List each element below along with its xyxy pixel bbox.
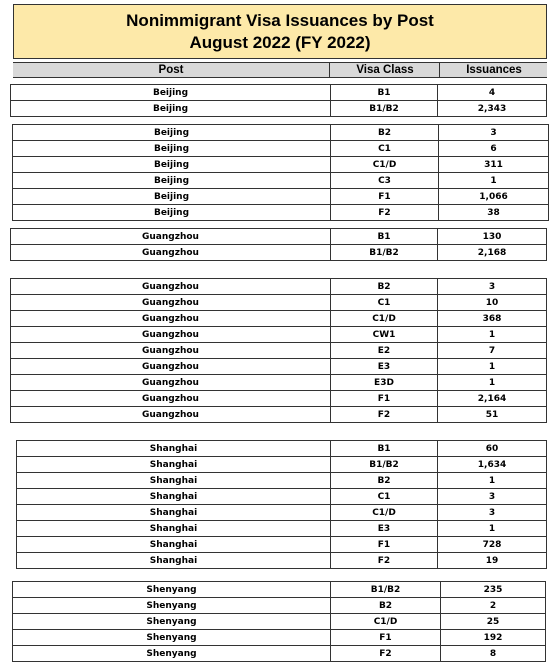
table-row: [12, 125, 549, 140]
visa-class-cell: E2: [330, 343, 437, 358]
row-group: [10, 278, 547, 423]
post-cell: Beijing: [12, 205, 330, 220]
issuances-cell: 1,634: [437, 457, 547, 472]
issuances-cell: 1: [437, 375, 547, 390]
table-row: [10, 342, 547, 358]
post-cell: Guangzhou: [10, 311, 330, 326]
visa-class-cell: F2: [330, 553, 437, 568]
issuances-cell: 60: [437, 441, 547, 456]
post-cell: Shanghai: [16, 441, 330, 456]
visa-class-cell: B2: [330, 598, 440, 613]
post-cell: Beijing: [12, 157, 330, 172]
table-row: [10, 358, 547, 374]
post-cell: Shenyang: [12, 646, 330, 661]
table-row: [16, 536, 547, 552]
table-row: [10, 294, 547, 310]
table-row: [10, 310, 547, 326]
post-cell: Guangzhou: [10, 391, 330, 406]
post-cell: Guangzhou: [10, 327, 330, 342]
issuances-cell: 2: [440, 598, 546, 613]
visa-class-cell: F2: [330, 646, 440, 661]
table-row: [16, 488, 547, 504]
table-row: [10, 100, 547, 116]
visa-class-cell: E3: [330, 521, 437, 536]
table-row: [10, 229, 547, 244]
table-row: [12, 629, 546, 645]
table-row: [12, 172, 549, 188]
issuances-cell: 1: [437, 359, 547, 374]
table-row: [10, 390, 547, 406]
issuances-cell: 3: [437, 279, 547, 294]
post-cell: Guangzhou: [10, 279, 330, 294]
table-row: [16, 472, 547, 488]
table-row: [10, 374, 547, 390]
issuances-cell: 7: [437, 343, 547, 358]
issuances-cell: 368: [437, 311, 547, 326]
issuances-cell: 1: [438, 173, 549, 188]
table-row: [12, 645, 546, 661]
visa-class-cell: C1/D: [330, 157, 438, 172]
visa-class-cell: B1/B2: [330, 101, 437, 116]
row-group: [10, 84, 547, 117]
issuances-cell: 2,343: [437, 101, 547, 116]
table-header: [13, 62, 547, 78]
visa-class-cell: CW1: [330, 327, 437, 342]
header-issuances: Issuances: [439, 63, 548, 77]
table-row: [12, 613, 546, 629]
issuances-cell: 38: [438, 205, 549, 220]
issuances-cell: 4: [437, 85, 547, 100]
table-row: [12, 204, 549, 220]
table-row: [16, 504, 547, 520]
table-row: [16, 456, 547, 472]
issuances-cell: 2,164: [437, 391, 547, 406]
issuances-cell: 130: [437, 229, 547, 244]
post-cell: Beijing: [12, 141, 330, 156]
visa-class-cell: C1: [330, 489, 437, 504]
visa-class-cell: E3: [330, 359, 437, 374]
visa-class-cell: F1: [330, 537, 437, 552]
visa-class-cell: F1: [330, 189, 438, 204]
post-cell: Shanghai: [16, 537, 330, 552]
post-cell: Guangzhou: [10, 245, 330, 260]
post-cell: Guangzhou: [10, 229, 330, 244]
issuances-cell: 192: [440, 630, 546, 645]
post-cell: Guangzhou: [10, 375, 330, 390]
visa-class-cell: C3: [330, 173, 438, 188]
visa-class-cell: C1/D: [330, 614, 440, 629]
issuances-cell: 6: [438, 141, 549, 156]
table-row: [16, 520, 547, 536]
post-cell: Guangzhou: [10, 343, 330, 358]
post-cell: Shenyang: [12, 598, 330, 613]
report-title-line1: Nonimmigrant Visa Issuances by Post: [126, 11, 434, 30]
issuances-cell: 1,066: [438, 189, 549, 204]
post-cell: Shanghai: [16, 505, 330, 520]
issuances-cell: 1: [437, 473, 547, 488]
issuances-cell: 25: [440, 614, 546, 629]
header-post: Post: [158, 64, 184, 76]
table-row: [12, 582, 546, 597]
issuances-cell: 235: [440, 582, 546, 597]
row-group: [10, 228, 547, 261]
visa-class-cell: B2: [330, 473, 437, 488]
table-row: [16, 441, 547, 456]
post-cell: Shenyang: [12, 614, 330, 629]
post-cell: Beijing: [12, 125, 330, 140]
issuances-cell: 3: [438, 125, 549, 140]
post-cell: Beijing: [12, 173, 330, 188]
table-row: [12, 188, 549, 204]
table-row: [10, 85, 547, 100]
report-title: [13, 4, 547, 59]
table-row: [12, 140, 549, 156]
post-cell: Beijing: [10, 101, 330, 116]
post-cell: Shanghai: [16, 473, 330, 488]
post-cell: Shenyang: [12, 630, 330, 645]
issuances-cell: 728: [437, 537, 547, 552]
visa-class-cell: E3D: [330, 375, 437, 390]
visa-class-cell: C1/D: [330, 311, 437, 326]
visa-class-cell: B2: [330, 125, 438, 140]
visa-class-cell: B1/B2: [330, 582, 440, 597]
visa-class-cell: B1/B2: [330, 457, 437, 472]
visa-class-cell: B1/B2: [330, 245, 437, 260]
visa-class-cell: F2: [330, 205, 438, 220]
post-cell: Guangzhou: [10, 295, 330, 310]
issuances-cell: 3: [437, 505, 547, 520]
table-row: [16, 552, 547, 568]
issuances-cell: 2,168: [437, 245, 547, 260]
post-cell: Shanghai: [16, 489, 330, 504]
visa-class-cell: B1: [330, 441, 437, 456]
row-group: [12, 124, 549, 221]
visa-class-cell: B1: [330, 85, 437, 100]
issuances-cell: 311: [438, 157, 549, 172]
post-cell: Shanghai: [16, 553, 330, 568]
post-cell: Guangzhou: [10, 407, 330, 422]
table-row: [10, 406, 547, 422]
visa-class-cell: B1: [330, 229, 437, 244]
post-cell: Shenyang: [12, 582, 330, 597]
post-cell: Shanghai: [16, 457, 330, 472]
issuances-cell: 19: [437, 553, 547, 568]
row-group: [16, 440, 547, 569]
visa-class-cell: C1/D: [330, 505, 437, 520]
visa-class-cell: F2: [330, 407, 437, 422]
row-group: [12, 581, 546, 662]
issuances-cell: 10: [437, 295, 547, 310]
issuances-cell: 3: [437, 489, 547, 504]
header-visa-class: Visa Class: [329, 63, 440, 77]
table-row: [12, 156, 549, 172]
visa-class-cell: F1: [330, 630, 440, 645]
report-title-line2: August 2022 (FY 2022): [189, 33, 371, 52]
table-row: [10, 279, 547, 294]
visa-class-cell: B2: [330, 279, 437, 294]
issuances-cell: 1: [437, 327, 547, 342]
issuances-cell: 51: [437, 407, 547, 422]
visa-class-cell: C1: [330, 141, 438, 156]
issuances-cell: 1: [437, 521, 547, 536]
visa-class-cell: F1: [330, 391, 437, 406]
table-row: [10, 244, 547, 260]
visa-class-cell: C1: [330, 295, 437, 310]
post-cell: Beijing: [10, 85, 330, 100]
post-cell: Shanghai: [16, 521, 330, 536]
table-row: [12, 597, 546, 613]
post-cell: Guangzhou: [10, 359, 330, 374]
post-cell: Beijing: [12, 189, 330, 204]
table-row: [10, 326, 547, 342]
issuances-cell: 8: [440, 646, 546, 661]
